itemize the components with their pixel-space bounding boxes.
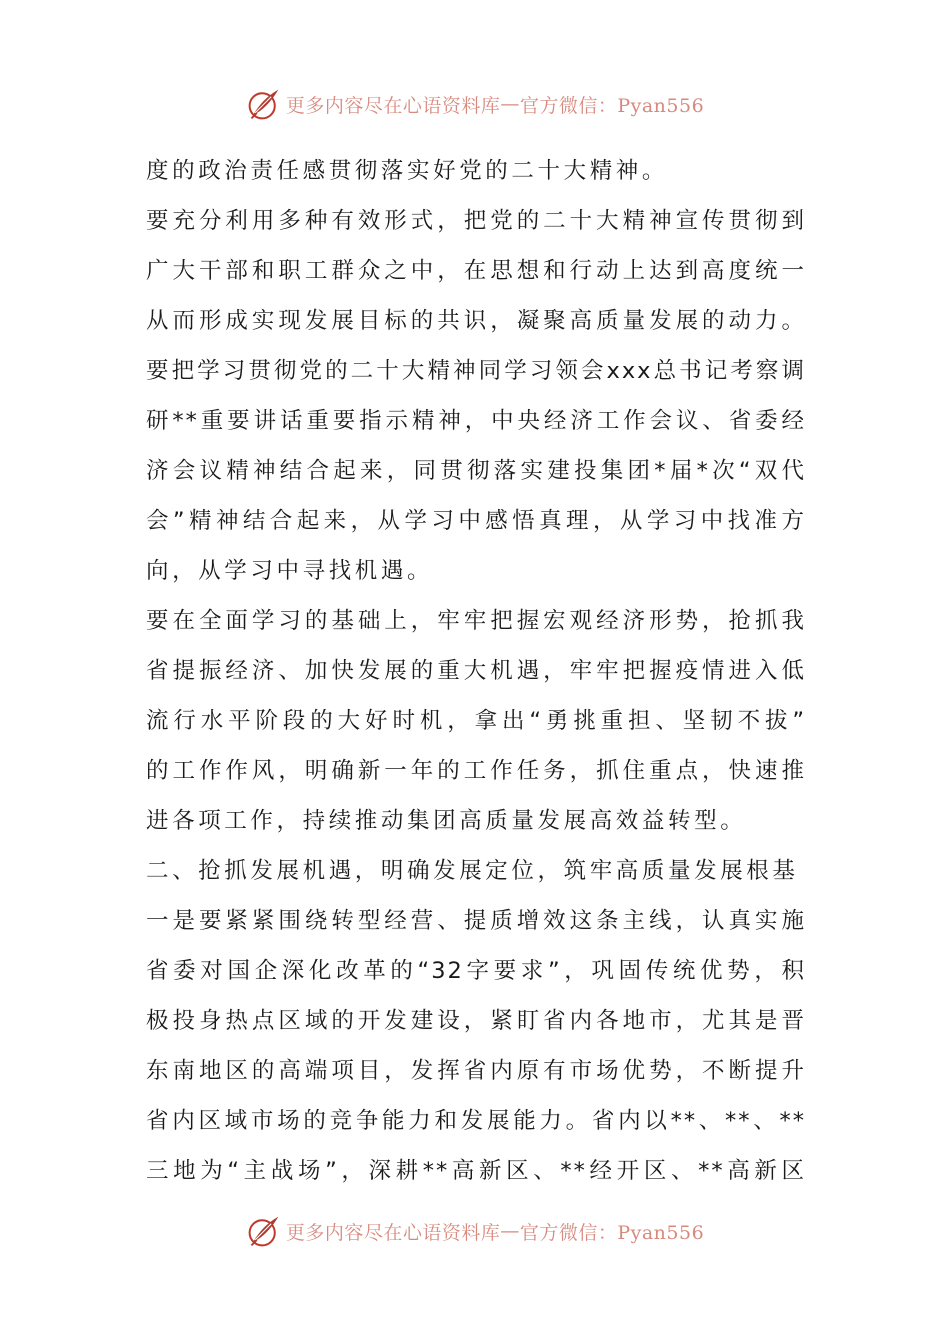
- quill-pen-logo-icon: [246, 86, 282, 122]
- header-banner: [0, 82, 950, 126]
- text-line: 向，从学习中寻找机遇。: [146, 558, 434, 584]
- text-line: 三地为“主战场”，深耕**高新区、**经开区、**高新区: [146, 1158, 806, 1184]
- text-line: 度的政治责任感贯彻落实好党的二十大精神。: [146, 158, 669, 184]
- body-text: [146, 146, 806, 1196]
- text-line: 要把学习贯彻党的二十大精神同学习领会xxx总书记考察调: [146, 358, 806, 384]
- text-line: 东南地区的高端项目，发挥省内原有市场优势，不断提升: [146, 1058, 806, 1084]
- banner-text-main: 更多内容尽在心语资料库: [285, 1221, 501, 1244]
- banner-text-main: 更多内容尽在心语资料库: [285, 94, 501, 117]
- banner-text-tail: 官方微信：Pyan556: [519, 94, 705, 117]
- text-line: 研**重要讲话重要指示精神，中央经济工作会议、省委经: [146, 408, 806, 434]
- banner-separator: —: [500, 1220, 520, 1242]
- text-line: 要充分利用多种有效形式，把党的二十大精神宣传贯彻到: [146, 208, 806, 234]
- text-line: 从而形成实现发展目标的共识，凝聚高质量发展的动力。: [146, 308, 806, 334]
- text-line: 省内区域市场的竞争能力和发展能力。省内以**、**、**: [146, 1108, 806, 1134]
- text-line: 省委对国企深化改革的“32字要求”，巩固传统优势，积: [146, 958, 806, 984]
- text-line: 流行水平阶段的大好时机，拿出“勇挑重担、坚韧不拔”: [146, 708, 806, 734]
- text-line: 要在全面学习的基础上，牢牢把握宏观经济形势，抢抓我: [146, 608, 806, 634]
- text-line: 进各项工作，持续推动集团高质量发展高效益转型。: [146, 808, 747, 834]
- text-line: 极投身热点区域的开发建设，紧盯省内各地市，尤其是晋: [146, 1008, 806, 1034]
- quill-pen-logo-icon: [246, 1213, 282, 1249]
- text-line: 广大干部和职工群众之中，在思想和行动上达到高度统一: [146, 258, 806, 284]
- banner-text-tail: 官方微信：Pyan556: [519, 1221, 705, 1244]
- text-line: 会”精神结合起来，从学习中感悟真理，从学习中找准方: [146, 508, 806, 534]
- text-line: 省提振经济、加快发展的重大机遇，牢牢把握疫情进入低: [146, 658, 806, 684]
- footer-banner: [0, 1209, 950, 1253]
- banner-separator: —: [500, 93, 520, 115]
- text-line: 的工作作风，明确新一年的工作任务，抓住重点，快速推: [146, 758, 806, 784]
- text-line: 济会议精神结合起来，同贯彻落实建投集团*届*次“双代: [146, 458, 806, 484]
- section-heading: 二、抢抓发展机遇，明确发展定位，筑牢高质量发展根基: [146, 858, 799, 884]
- text-line: 一是要紧紧围绕转型经营、提质增效这条主线，认真实施: [146, 908, 806, 934]
